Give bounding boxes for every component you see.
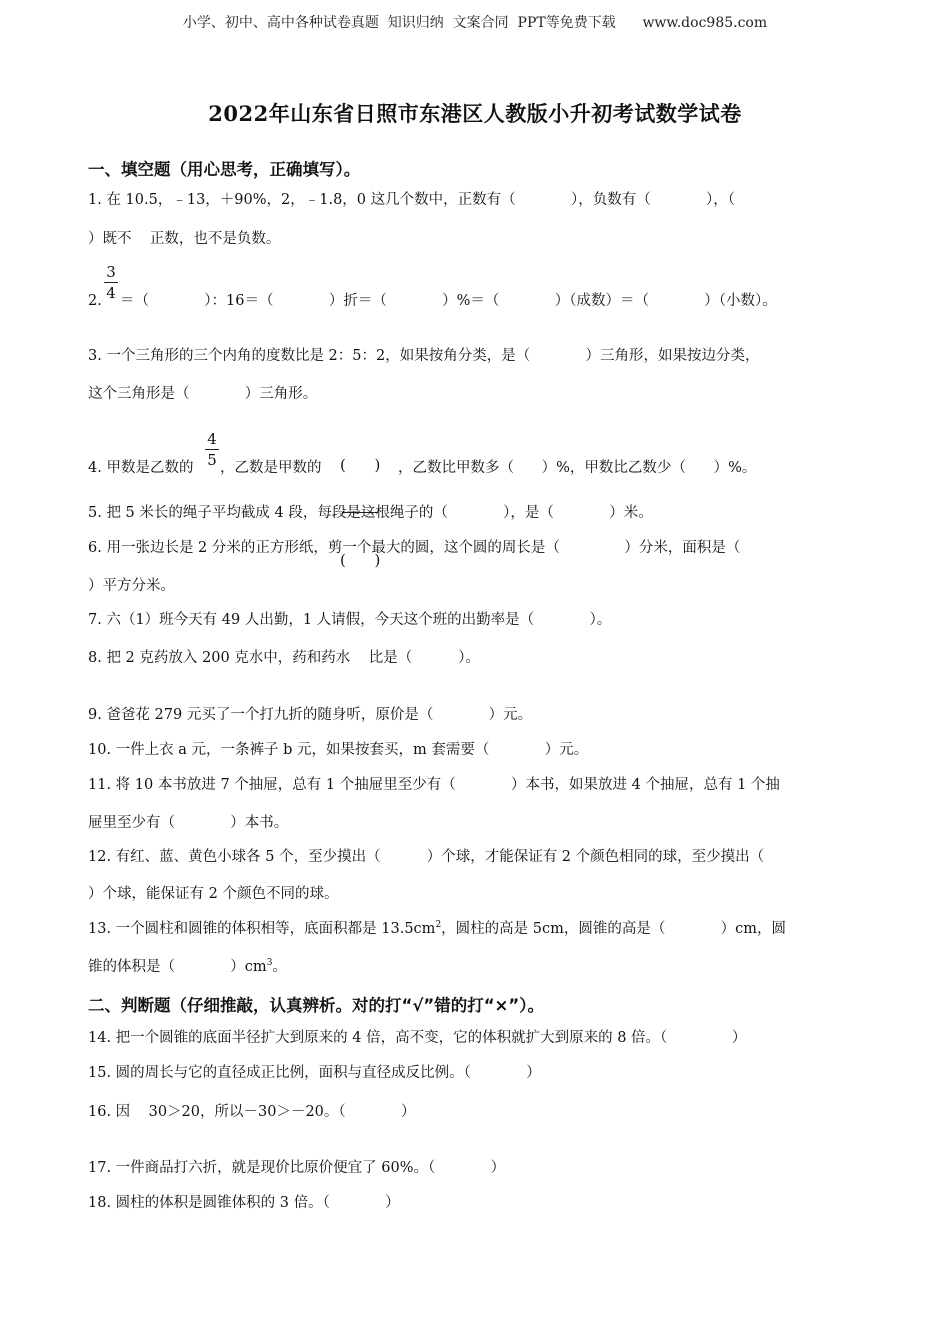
question-2-fraction: [104, 263, 118, 302]
question-9: 9. 爸爸花 279 元买了一个打九折的随身听，原价是（ ）元。: [88, 707, 533, 723]
question-13-text-d: 。: [272, 959, 287, 975]
question-3-line-2: 这个三角形是（ ）三角形。: [88, 386, 318, 402]
question-5: 5. 把 5 米长的绳子平均截成 4 段，每段是这根绳子的（ ），是（ ）米。: [88, 505, 653, 521]
fraction-numerator: 4: [207, 430, 217, 448]
question-13-text-b: ，圆柱的高是 5cm，圆锥的高是（ ）cm，圆: [441, 921, 787, 937]
blank-denominator: ( ): [340, 551, 381, 569]
question-12-line-2: ）个球，能保证有 2 个颜色不同的球。: [88, 886, 339, 902]
question-12-line-1: 12. 有红、蓝、黄色小球各 5 个，至少摸出（ ）个球，才能保证有 2 个颜色相同的球，至少摸出（: [88, 849, 765, 865]
question-17: 17. 一件商品打六折，就是现价比原价便宜了 60%。（ ）: [88, 1160, 506, 1176]
question-4-rest: ，乙数比甲数多（ ）%，甲数比乙数少（ ）%。: [398, 460, 757, 476]
question-4-mid: ，乙数是甲数的: [220, 460, 322, 476]
question-16: 16. 因 30＞20，所以－30＞－20。（ ）: [88, 1104, 416, 1120]
question-10: 10. 一件上衣 a 元，一条裤子 b 元，如果按套买，m 套需要（ ）元。: [88, 742, 589, 758]
site-header: 小学、初中、高中各种试卷真题 知识归纳 文案合同 PPT等免费下载 www.doc985.com: [182, 15, 768, 31]
question-2-line: ＝（ ）：16＝（ ）折＝（ ）%＝（ ）（成数）＝（ ）（小数）。: [120, 293, 777, 309]
superscript-2: 2: [435, 920, 442, 931]
fraction-bar: [205, 449, 219, 450]
blank-numerator: ( ): [340, 456, 381, 474]
question-13-line-1: [88, 919, 786, 939]
question-6-line-2: ）平方分米。: [88, 578, 175, 594]
fraction-denominator: 4: [106, 284, 116, 302]
fraction-bar: [104, 282, 118, 283]
question-1-line-2: ）既不 正数，也不是负数。: [88, 231, 281, 247]
question-6-line-1: 6. 用一张边长是 2 分米的正方形纸，剪一个最大的圆，这个圆的周长是（ ）分米，面积是（: [88, 540, 741, 556]
superscript-3: 3: [266, 958, 273, 969]
question-15: 15. 圆的周长与它的直径成正比例，面积与直径成反比例。（ ）: [88, 1065, 541, 1081]
question-11-line-2: 屉里至少有（ ）本书。: [88, 815, 289, 831]
question-13-text-a: 13. 一个圆柱和圆锥的体积相等，底面积都是 13.5cm: [88, 921, 436, 937]
fraction-numerator: 3: [106, 263, 116, 281]
exam-title: 2022年山东省日照市东港区人教版小升初考试数学试卷: [208, 101, 742, 126]
question-3-line-1: 3. 一个三角形的三个内角的度数比是 2：5：2，如果按角分类，是（ ）三角形，如果按边分类，: [88, 348, 760, 364]
question-13-line-2: [88, 957, 287, 977]
question-4-prefix: 4. 甲数是乙数的: [88, 460, 194, 476]
section-true-false-heading: 二、判断题（仔细推敲，认真辨析。对的打“√”错的打“×”）。: [88, 996, 544, 1015]
question-2-prefix: 2.: [88, 293, 102, 309]
question-11-line-1: 11. 将 10 本书放进 7 个抽屉，总有 1 个抽屉里至少有（ ）本书，如果放进 4 个抽屉，总有 1 个抽: [88, 777, 780, 793]
question-13-text-c: 锥的体积是（ ）cm: [88, 959, 267, 975]
question-1-line-1: 1. 在 10.5，﹣13，＋90%，2，﹣1.8，0 这几个数中，正数有（ ），负数有（ ），（: [88, 192, 736, 208]
question-7: 7. 六（1）班今天有 49 人出勤，1 人请假，今天这个班的出勤率是（ ）。: [88, 612, 612, 628]
question-4-fraction: [205, 430, 219, 469]
question-18: 18. 圆柱的体积是圆锥体积的 3 倍。（ ）: [88, 1195, 400, 1211]
section-fill-blank-heading: 一、填空题（用心思考，正确填写）。: [88, 160, 361, 179]
fraction-denominator: 5: [207, 451, 217, 469]
question-8: 8. 把 2 克药放入 200 克水中，药和药水 比是（ ）。: [88, 650, 481, 666]
question-14: 14. 把一个圆锥的底面半径扩大到原来的 4 倍，高不变，它的体积就扩大到原来的 8 倍。（ ）: [88, 1030, 747, 1046]
